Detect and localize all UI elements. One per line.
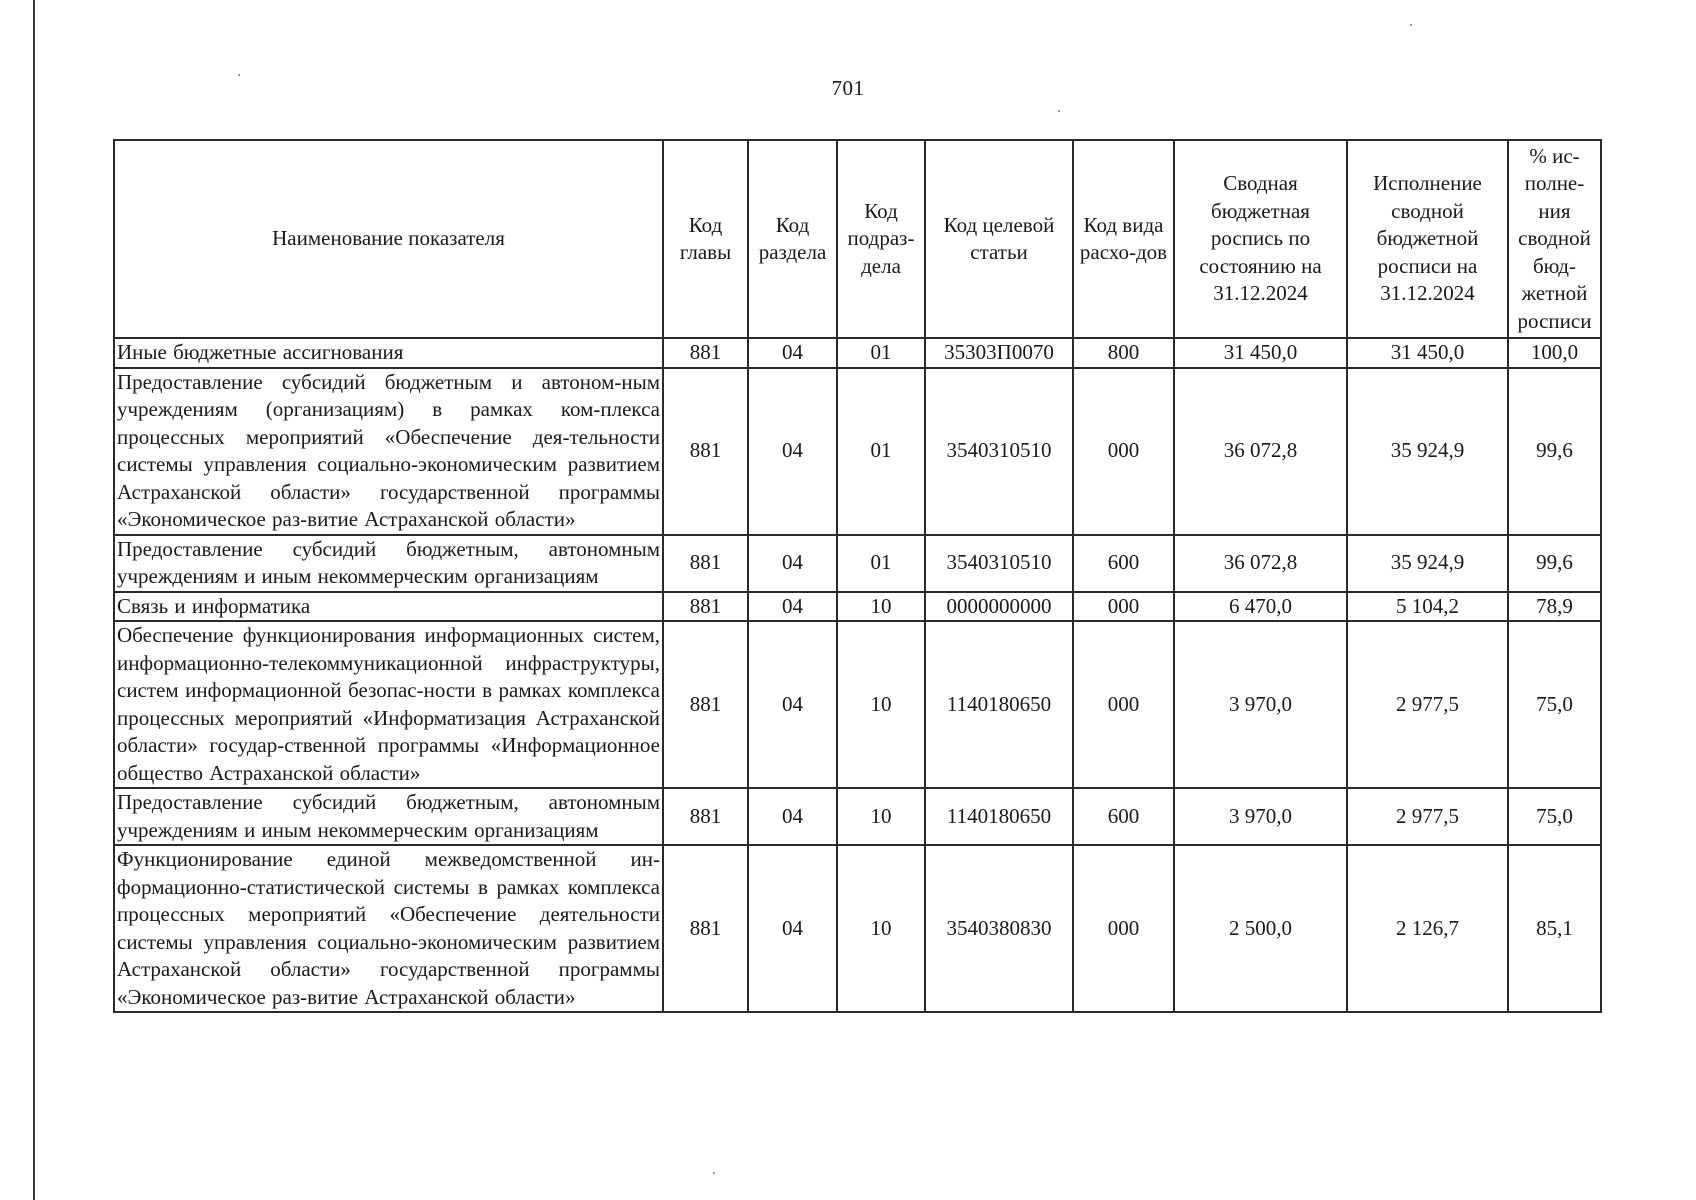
indicator-name: Обеспечение функционирования информационных систем, информационно-телекоммуникационной инфраструктуры, систем информационной безопас-ности в рамках комплекса процессных мероприятий «Информатизация Астраханской области» государ-ственной программы «Информационное общество Астраханской области»	[114, 621, 663, 788]
table-row	[114, 368, 1601, 535]
table-row	[114, 535, 1601, 592]
section-code: 04	[748, 338, 837, 368]
execution-percent-value: 100,0	[1508, 338, 1601, 368]
budget-plan-value: 3 970,0	[1174, 788, 1347, 845]
expense-type-code: 000	[1073, 592, 1174, 622]
table-row	[114, 338, 1601, 368]
section-code: 04	[748, 535, 837, 592]
budget-execution-value: 31 450,0	[1347, 338, 1508, 368]
header-budget-plan: Сводная бюджетная роспись по состоянию на 31.12.2024	[1174, 140, 1347, 338]
chapter-code: 881	[663, 788, 748, 845]
chapter-code: 881	[663, 845, 748, 1012]
indicator-name: Иные бюджетные ассигнования	[114, 338, 663, 368]
header-execution-percent: % ис-полне-ния сводной бюд-жетной росписи	[1508, 140, 1601, 338]
budget-plan-value: 2 500,0	[1174, 845, 1347, 1012]
expense-type-code: 000	[1073, 845, 1174, 1012]
indicator-name: Связь и информатика	[114, 592, 663, 622]
budget-execution-value: 35 924,9	[1347, 368, 1508, 535]
target-article-code: 3540310510	[925, 535, 1073, 592]
expense-type-code: 600	[1073, 535, 1174, 592]
expense-type-code: 800	[1073, 338, 1174, 368]
execution-percent-value: 75,0	[1508, 788, 1601, 845]
scan-margin-line	[33, 0, 35, 1200]
section-code: 04	[748, 368, 837, 535]
subsection-code: 10	[837, 592, 925, 622]
indicator-name: Предоставление субсидий бюджетным и автоном-ным учреждениям (организациям) в рамках ком-плекса процессных мероприятий «Обеспечение дея-тельности системы управления социально-экономическим развитием Астраханской области» государственной программы «Экономическое раз-витие Астраханской области»	[114, 368, 663, 535]
expense-type-code: 000	[1073, 621, 1174, 788]
subsection-code: 10	[837, 621, 925, 788]
section-code: 04	[748, 788, 837, 845]
target-article-code: 1140180650	[925, 621, 1073, 788]
target-article-code: 3540380830	[925, 845, 1073, 1012]
expense-type-code: 600	[1073, 788, 1174, 845]
page-number: 701	[831, 76, 865, 100]
budget-plan-value: 31 450,0	[1174, 338, 1347, 368]
table-row	[114, 592, 1601, 622]
budget-execution-value: 2 977,5	[1347, 788, 1508, 845]
budget-execution-value: 2 126,7	[1347, 845, 1508, 1012]
indicator-name: Предоставление субсидий бюджетным, автономным учреждениям и иным некоммерческим организациям	[114, 535, 663, 592]
subsection-code: 01	[837, 368, 925, 535]
chapter-code: 881	[663, 535, 748, 592]
indicator-name: Функционирование единой межведомственной ин-формационно-статистической системы в рамках комплекса процессных мероприятий «Обеспечение деятельности системы управления социально-экономическим развитием Астраханской области» государственной программы «Экономическое раз-витие Астраханской области»	[114, 845, 663, 1012]
budget-plan-value: 36 072,8	[1174, 535, 1347, 592]
budget-plan-value: 36 072,8	[1174, 368, 1347, 535]
execution-percent-value: 78,9	[1508, 592, 1601, 622]
section-code: 04	[748, 592, 837, 622]
target-article-code: 0000000000	[925, 592, 1073, 622]
budget-execution-table	[113, 139, 1602, 1013]
table-row	[114, 845, 1601, 1012]
header-subsection-code: Код подраз-дела	[837, 140, 925, 338]
budget-plan-value: 3 970,0	[1174, 621, 1347, 788]
subsection-code: 10	[837, 788, 925, 845]
subsection-code: 01	[837, 535, 925, 592]
chapter-code: 881	[663, 621, 748, 788]
target-article-code: 35303П0070	[925, 338, 1073, 368]
budget-execution-value: 5 104,2	[1347, 592, 1508, 622]
budget-plan-value: 6 470,0	[1174, 592, 1347, 622]
execution-percent-value: 99,6	[1508, 535, 1601, 592]
indicator-name: Предоставление субсидий бюджетным, автономным учреждениям и иным некоммерческим организациям	[114, 788, 663, 845]
subsection-code: 10	[837, 845, 925, 1012]
header-expense-type-code: Код вида расхо-дов	[1073, 140, 1174, 338]
chapter-code: 881	[663, 368, 748, 535]
header-target-article-code: Код целевой статьи	[925, 140, 1073, 338]
chapter-code: 881	[663, 338, 748, 368]
scan-speck	[1058, 110, 1060, 112]
header-row	[114, 140, 1601, 338]
header-indicator-name: Наименование показателя	[114, 140, 663, 338]
section-code: 04	[748, 845, 837, 1012]
execution-percent-value: 75,0	[1508, 621, 1601, 788]
header-chapter-code: Код главы	[663, 140, 748, 338]
target-article-code: 1140180650	[925, 788, 1073, 845]
expense-type-code: 000	[1073, 368, 1174, 535]
section-code: 04	[748, 621, 837, 788]
scan-speck	[1410, 24, 1412, 26]
execution-percent-value: 85,1	[1508, 845, 1601, 1012]
target-article-code: 3540310510	[925, 368, 1073, 535]
header-section-code: Код раздела	[748, 140, 837, 338]
header-budget-execution: Исполнение сводной бюджетной росписи на 31.12.2024	[1347, 140, 1508, 338]
budget-execution-value: 35 924,9	[1347, 535, 1508, 592]
scan-speck	[713, 1172, 715, 1174]
execution-percent-value: 99,6	[1508, 368, 1601, 535]
table-row	[114, 788, 1601, 845]
chapter-code: 881	[663, 592, 748, 622]
budget-execution-value: 2 977,5	[1347, 621, 1508, 788]
subsection-code: 01	[837, 338, 925, 368]
table-row	[114, 621, 1601, 788]
